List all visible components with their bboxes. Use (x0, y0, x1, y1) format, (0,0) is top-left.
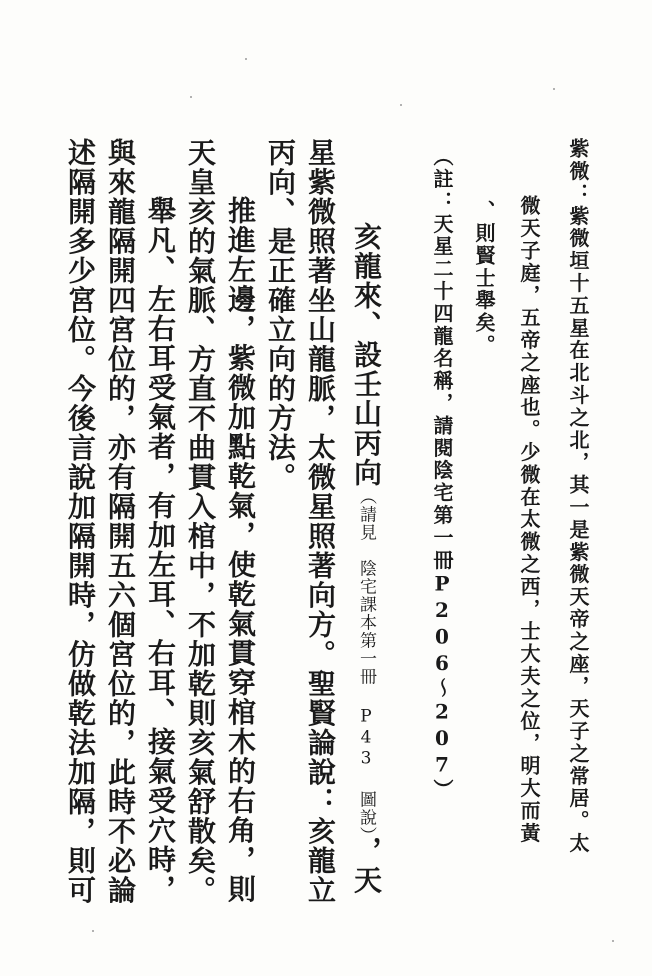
note-line-1: 紫微：紫微垣十五星在北斗之北，其一是紫微天帝之座，天子之常居。太 (566, 138, 590, 855)
body-line-5: 天皇亥的氣脈、方直不曲貫入棺中，不加乾則亥氣舒散矣。 (184, 138, 217, 905)
body-line-1-tail: ，天 (350, 836, 383, 895)
scan-speck (612, 940, 614, 942)
scan-speck (245, 58, 247, 60)
note-line-4: （註：天星二十四龍名稱，請閱陰宅第一冊P206～207） (430, 146, 454, 802)
scan-speck (92, 930, 94, 932)
scan-speck (400, 104, 402, 106)
scan-speck (190, 96, 192, 98)
body-line-3: 丙向、是正確立向的方法。 (264, 138, 297, 492)
body-line-4: 推進左邊，紫微加點乾氣，使乾氣貫穿棺木的右角，則 (224, 196, 257, 904)
body-line-1-main: 亥龍來、設壬山丙向 (350, 222, 383, 488)
body-line-6: 舉凡、左右耳受氣者，有加左耳、右耳、接氣受穴時， (144, 196, 177, 904)
note-line-3: 、則賢士舉矣。 (472, 200, 496, 357)
body-line-2: 星紫微照著坐山龍脈，太微星照著向方。聖賢論說：亥龍立 (304, 138, 337, 905)
body-line-8: 述隔開多少宮位。今後言說加隔開時，仿做乾法加隔，則可 (64, 138, 97, 905)
body-line-1-inline-note: （請見 陰宅課本第一冊 P43 圖說） (356, 487, 376, 836)
note-line-2: 微天子庭，五帝之座也。少微在太微之西，士大夫之位，明大而黃 (517, 195, 541, 845)
body-line-7: 與來龍隔開四宮位的，亦有隔開五六個宮位的，此時不必論 (104, 138, 137, 905)
scan-speck (553, 88, 555, 90)
body-line-1 (350, 222, 383, 895)
